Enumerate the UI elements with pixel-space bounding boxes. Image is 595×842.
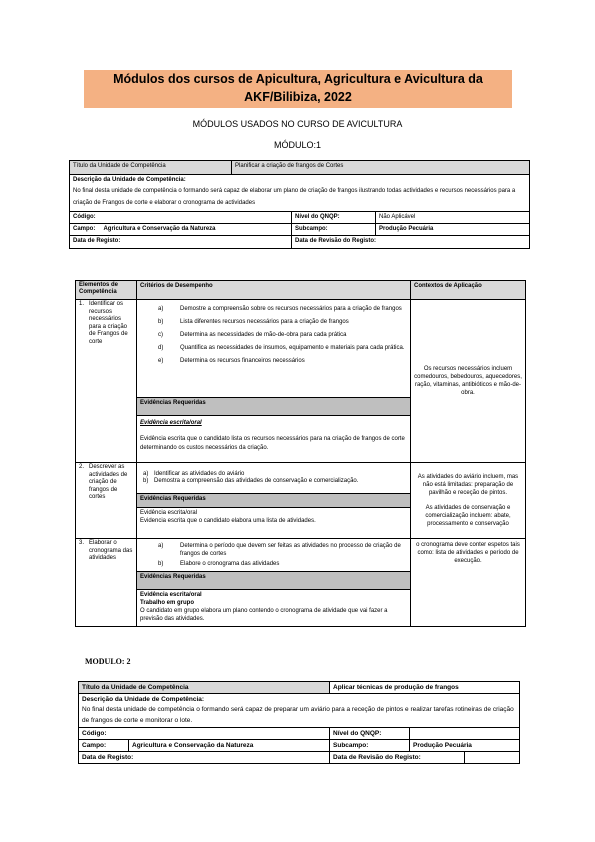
header-criteria: Critérios de Desempenho xyxy=(137,281,411,300)
context-2a: As atividades do aviário incluem, mas não está limitadas: preparação de pavilhão e receção de pintos. xyxy=(417,474,519,496)
criterion-1c: c) Determina as necessidades de mão-de-obra para cada prática xyxy=(158,332,347,338)
rev-date-label: Data de Revisão do Registo: xyxy=(292,236,530,249)
context-3: o cronograma deve conter espetos tais como: lista de atividades e período de execução. xyxy=(411,539,526,627)
m2-desc-text: No final desta unidade de competência o formando será capaz de preparar um aviário para a receção de pintos e realizar tarefas rotineiras de criação de frangos de corte e monitorar o lote. xyxy=(82,706,514,724)
field-label: Campo: xyxy=(73,226,96,232)
module1-info-table xyxy=(69,160,530,249)
criteria-list-2 xyxy=(140,471,407,485)
course-subtitle: MÓDULOS USADOS NO CURSO DE AVICULTURA xyxy=(192,119,403,129)
unit-desc-label: Descrição da Unidade de Competência: xyxy=(73,177,186,183)
m2-field-value: Agricultura e Conservação da Natureza xyxy=(129,740,330,752)
evidence-heading-1: Evidências Requeridas xyxy=(137,398,411,416)
module2-heading: MODULO: 2 xyxy=(85,657,131,666)
qnqp-label: Nível do QNQP: xyxy=(292,212,376,224)
evidence-type-2: Evidência escrita/oral xyxy=(140,510,198,516)
qnqp-value: Não Aplicável xyxy=(376,212,530,224)
evidence-type-3b: Trabalho em grupo xyxy=(140,600,195,606)
module2-info-table xyxy=(78,681,520,764)
evidence-type-1: Evidência escrita/oral xyxy=(140,420,202,426)
m2-subfield-value: Produção Pecuária xyxy=(410,740,520,752)
field-cell xyxy=(70,224,292,236)
field-value: Agricultura e Conservação da Natureza xyxy=(103,226,216,232)
evidence-text-1: Evidência escrita que o candidato lista os recursos necessários para na criação de frangos de corte determinando os custos necessários da criação. xyxy=(140,436,405,451)
element-2: 2. Descrever as actividades de criação de frangos de cortes xyxy=(79,464,128,500)
evidence-heading-2: Evidências Requeridas xyxy=(137,494,411,508)
context-2b: As atividades de conservação e comercialização incluem: abate, processamento e conservação xyxy=(425,505,511,527)
m2-rev-date-label: Data de Revisão do Registo: xyxy=(330,752,465,764)
m2-qnqp-label: Nível do QNQP: xyxy=(330,728,410,740)
m2-unit-title-value: Aplicar técnicas de produção de frangos xyxy=(330,682,520,694)
code-label: Código: xyxy=(70,212,292,224)
m2-subfield-label: Subcampo: xyxy=(330,740,410,752)
criteria-list-1 xyxy=(140,304,407,366)
context-2 xyxy=(411,463,526,539)
evidence-text-3: O candidato em grupo elabora um plano contendo o cronograma de atividade que vai fazer a previsão das atividades. xyxy=(140,608,388,622)
header-context: Contextos de Aplicação xyxy=(411,281,526,300)
m2-code-label: Código: xyxy=(79,728,330,740)
criterion-1a: a) Demostre a compreensão sobre os recursos necessários para a criação de frangos xyxy=(158,306,402,312)
document-title xyxy=(84,70,512,108)
unit-title-value: Planificar a criação de frangos de Cortes xyxy=(232,161,530,175)
element-3: 3. Elaborar o cronograma das atividades xyxy=(79,540,133,561)
context-1: Os recursos necessários incluem comedouros, bebedouros, aquecedores, ração, vitaminas, antibióticos e mão-de-obra. xyxy=(411,300,526,463)
header-elements: Elementos de Competência xyxy=(76,281,137,300)
evidence-text-2: Evidencia escrita que o candidato elabora uma lista de atividades. xyxy=(140,518,316,524)
m2-reg-date-label: Data de Registo: xyxy=(79,752,330,764)
m2-desc-label: Descrição da Unidade de Competência: xyxy=(82,696,205,703)
criterion-3b: b) Elabore o cronograma das atividades xyxy=(158,561,280,567)
subfield-label: Subcampo: xyxy=(292,224,376,236)
evidence-heading-3: Evidências Requeridas xyxy=(137,572,411,590)
competence-table xyxy=(75,280,526,627)
m2-unit-title-label: Título da Unidade de Competência xyxy=(79,682,330,694)
criterion-1e: e) Determina os recursos financeiros necessários xyxy=(158,358,305,364)
m2-field-label: Campo: xyxy=(79,740,129,752)
criterion-2a: a) Identificar as atividades do aviário xyxy=(143,471,245,477)
criterion-1d: d) Quantifica as necessidades de insumos, equipamento e materiais para cada prática. xyxy=(158,345,405,351)
criterion-1b: b) Lista diferentes recursos necessários para a criação de frangos xyxy=(158,319,349,325)
unit-desc-text: No final desta unidade de competência o formando será capaz de elaborar um plano de criação de frangos ilustrando todas actividades e recursos necessários para a criação de Frangos de corte e elaborar o cronograma de actividades xyxy=(73,188,516,206)
title-line-1: Módulos dos cursos de Apicultura, Agricultura e Avicultura da xyxy=(113,72,483,86)
module-heading: MÓDULO:1 xyxy=(273,140,321,150)
title-line-2: AKF/Bilibiza, 2022 xyxy=(244,90,352,104)
criterion-2b: b) Demostra a compreensão das atividades de conservação e comercialização. xyxy=(143,478,359,484)
evidence-type-3: Evidência escrita/oral xyxy=(140,592,202,598)
reg-date-label: Data de Registo: xyxy=(70,236,292,249)
criteria-list-3 xyxy=(140,542,407,568)
element-1: 1. Identificar os recursos necessários para a criação de Frangos de corte xyxy=(79,301,128,345)
subfield-value: Produção Pecuária xyxy=(376,224,530,236)
criterion-3a: a) Determina o período que devem ser feitas as atividades no processo de criação de frangos de cortes xyxy=(158,543,401,557)
unit-title-label: Título da Unidade de Competência xyxy=(70,161,232,175)
